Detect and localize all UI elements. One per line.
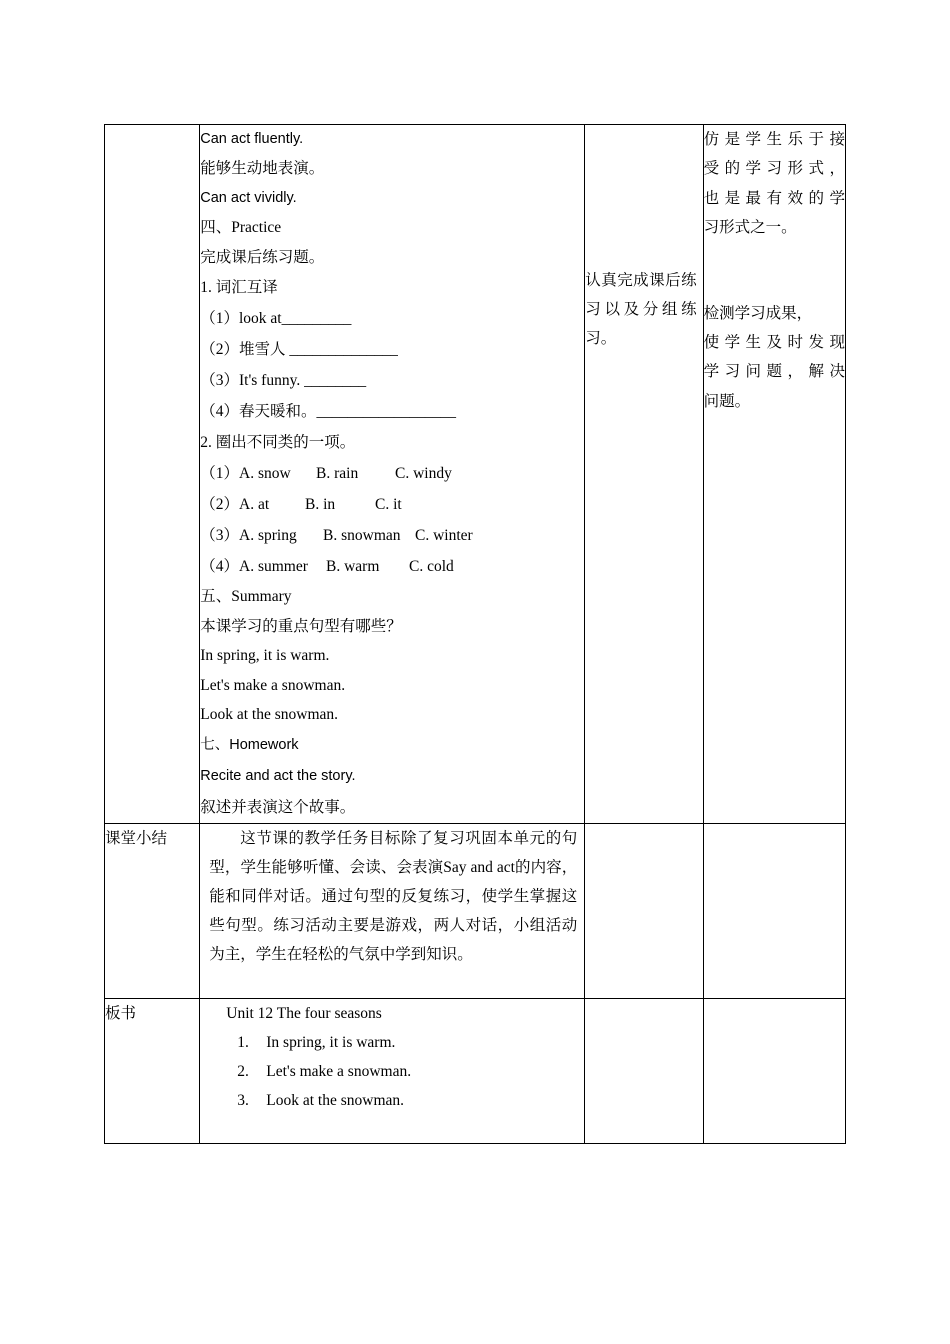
board-item	[237, 1057, 584, 1086]
option-c: C. cold	[409, 558, 454, 576]
item-number: （3）	[200, 527, 240, 545]
summary-row	[105, 823, 846, 998]
board-title: Unit 12 The four seasons	[226, 1004, 382, 1022]
board-item-text: Let's make a snowman.	[266, 1063, 412, 1081]
practice-task: 完成课后练习题。	[200, 248, 325, 266]
summary-label-cell	[105, 823, 200, 998]
empty-label-cell	[105, 125, 200, 824]
exercise-1-item: （3）It's funny. ________	[200, 372, 367, 390]
act-vividly-en-line: Can act vividly.	[200, 189, 297, 206]
homework-cn: 叙述并表演这个故事。	[200, 798, 356, 816]
board-label: 板书	[105, 1004, 137, 1022]
exercise-2-item	[200, 551, 584, 582]
act-fluently-line: Can act fluently.	[200, 131, 304, 147]
board-label-cell	[105, 998, 200, 1143]
board-item-number: 1.	[237, 1034, 249, 1052]
summary-label: 课堂小结	[105, 829, 168, 847]
exercise-1-title: 1. 词汇互译	[200, 279, 278, 297]
student-activity-text: 认真完成课后练习以及分组练习。	[585, 272, 697, 347]
option-b: B. in	[305, 496, 336, 514]
purpose-line: 使学生及时发现	[703, 334, 845, 352]
purpose-line: 问题。	[703, 392, 751, 410]
summary-text-cell	[200, 823, 585, 998]
purpose-line: 仿是学生乐于接	[703, 131, 845, 148]
design-purpose-cell	[703, 125, 845, 824]
lesson-plan-table	[104, 124, 846, 1144]
exercise-1-item: （2）堆雪人 ______________	[200, 341, 398, 359]
option-c: C. it	[375, 496, 402, 514]
summary-question: 本课学习的重点句型有哪些？	[200, 618, 402, 636]
key-sentence: Let's make a snowman.	[200, 676, 346, 694]
board-content-cell	[200, 998, 585, 1143]
summary-text: 这节课的教学任务目标除了复习巩固本单元的句型，学生能够听懂、会读、会表演Say and act的内容，能和同伴对话。通过句型的反复练习，使学生掌握这些句型。练习活动主要是游戏，两人对话，小组活动为主，学生在轻松的气氛中学到知识。	[209, 829, 578, 963]
option-c: C. windy	[395, 465, 452, 483]
exercise-2-item	[200, 520, 584, 551]
summary-heading: 五、Summary	[200, 588, 292, 606]
homework-heading: 七、Homework	[200, 736, 299, 753]
purpose-line: 受的学习形式，	[703, 160, 845, 178]
practice-heading: 四、Practice	[200, 219, 282, 237]
empty-cell	[585, 823, 703, 998]
purpose-line: 检测学习成果，	[703, 304, 813, 322]
option-a: A. at	[239, 496, 270, 514]
empty-cell	[703, 823, 845, 998]
board-list	[226, 1028, 584, 1115]
item-number: （2）	[200, 496, 240, 514]
exercise-1-item: （4）春天暖和。__________________	[200, 403, 457, 421]
student-activity-cell	[585, 125, 703, 824]
board-item-number: 3.	[237, 1092, 249, 1110]
exercise-2-item	[200, 489, 584, 520]
purpose-line: 习形式之一。	[703, 219, 797, 237]
item-number: （1）	[200, 465, 240, 483]
empty-cell	[585, 998, 703, 1143]
purpose-line: 也是最有效的学	[703, 189, 845, 207]
option-b: B. rain	[316, 465, 359, 483]
purpose-line: 学习问题，解决	[703, 363, 845, 381]
empty-cell	[703, 998, 845, 1143]
practice-row	[105, 125, 846, 824]
item-number: （4）	[200, 558, 240, 576]
key-sentence: Look at the snowman.	[200, 706, 339, 724]
board-item	[237, 1086, 584, 1115]
option-a: A. snow	[239, 465, 291, 483]
homework-en: Recite and act the story.	[200, 767, 356, 784]
exercise-2-item	[200, 458, 584, 489]
board-item-text: Look at the snowman.	[266, 1092, 405, 1110]
exercise-1-item: （1）look at_________	[200, 310, 352, 328]
board-item-text: In spring, it is warm.	[266, 1034, 396, 1052]
board-item-number: 2.	[237, 1063, 249, 1081]
activity-cell	[200, 125, 585, 824]
board-row	[105, 998, 846, 1143]
option-c: C. winter	[415, 527, 473, 545]
option-b: B. warm	[326, 558, 380, 576]
option-a: A. spring	[239, 527, 297, 545]
option-a: A. summer	[239, 558, 308, 576]
key-sentence: In spring, it is warm.	[200, 647, 330, 665]
option-b: B. snowman	[323, 527, 401, 545]
board-item	[237, 1028, 584, 1057]
exercise-2-title: 2. 圈出不同类的一项。	[200, 434, 356, 452]
act-vividly-cn-line: 能够生动地表演。	[200, 160, 325, 178]
